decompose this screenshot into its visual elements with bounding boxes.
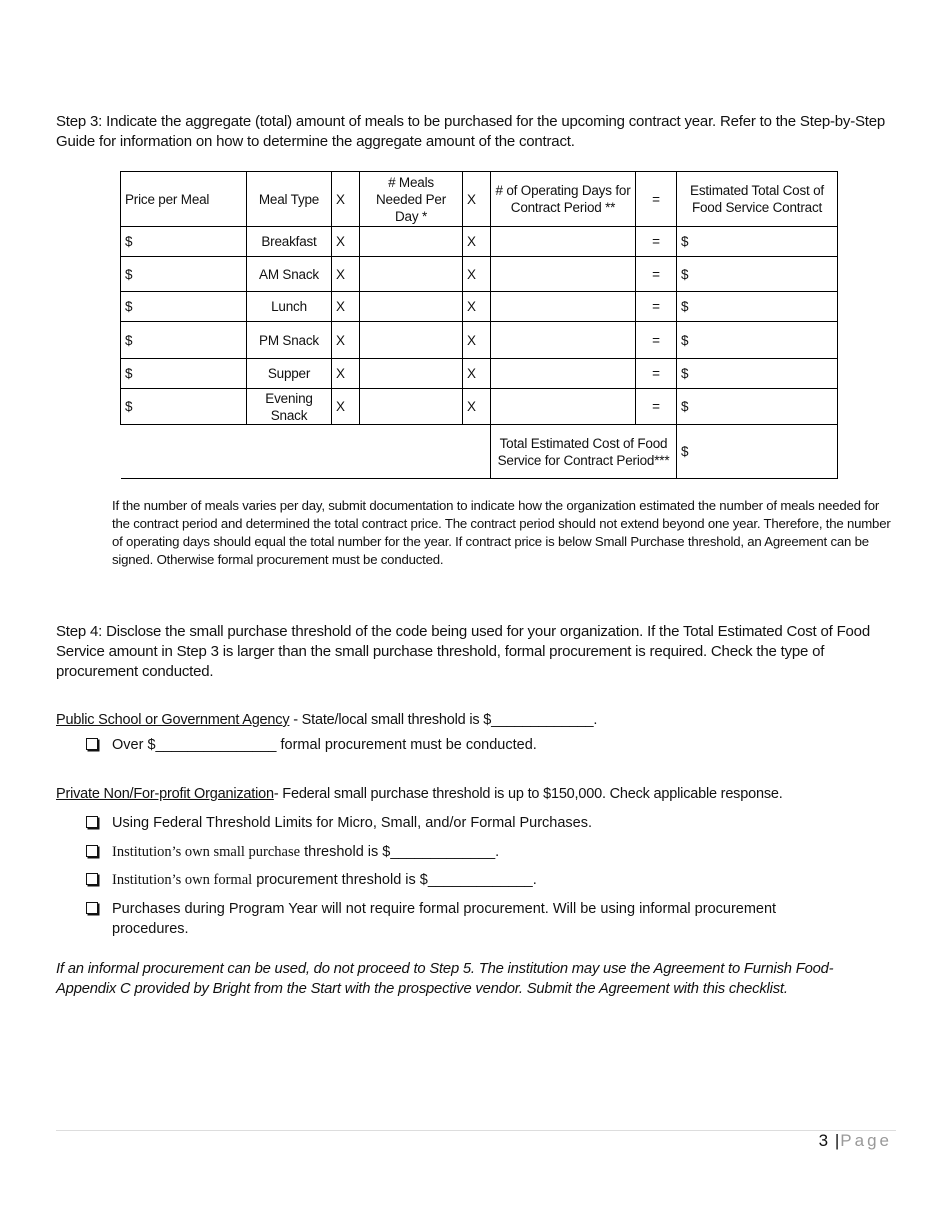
price-field[interactable]: $ [121,389,247,425]
equals-sign: = [636,257,677,292]
blank-cell [121,425,491,479]
table-row [121,389,838,425]
header-estimated-total: Estimated Total Cost of Food Service Contract [677,172,838,227]
equals-sign: = [636,292,677,322]
meal-type: PM Snack [247,322,332,359]
table-note: If the number of meals varies per day, submit documentation to indicate how the organization estimated the number of meals needed for the contract period and determined the total contract price. The contract period should not extend beyond one year. Therefore, the number of operating days should equal the total number for the year. If contract price is below Small Purchase threshold, an Agreement can be signed. Otherwise formal procurement must be conducted. [112,498,891,567]
meal-type: Evening Snack [247,389,332,425]
price-field[interactable]: $ [121,292,247,322]
private-option-own-formal[interactable] [86,870,866,890]
option-label: Using Federal Threshold Limits for Micro, Small, and/or Formal Purchases. [112,815,593,831]
option-label-part: Institution’s own small purchase [112,844,301,860]
total-value-field[interactable]: $ [677,425,838,479]
total-cost-field[interactable]: $ [677,322,838,359]
option-label [112,842,852,862]
table-row [121,359,838,389]
checkbox-icon[interactable] [86,873,98,885]
public-agency-heading: Public School or Government Agency [56,712,290,728]
equals-sign: = [636,322,677,359]
header-operating-days: # of Operating Days for Contract Period ** [491,172,636,227]
meals-per-day-field[interactable] [360,389,463,425]
option-label-part: Institution’s own formal [112,872,253,888]
header-multiply: X [463,172,491,227]
page-number: 3 [818,1131,830,1150]
option-label-part: threshold is $_____________. [300,844,500,860]
header-meals-per-day: # Meals Needed Per Day * [360,172,463,227]
footer-divider [56,1130,896,1131]
checkbox-icon[interactable] [86,738,98,750]
checkbox-icon[interactable] [86,902,98,914]
multiply-sign: X [463,359,491,389]
meal-type: Breakfast [247,227,332,257]
header-multiply: X [332,172,360,227]
operating-days-field[interactable] [491,322,636,359]
meals-per-day-field[interactable] [360,227,463,257]
total-cost-field[interactable]: $ [677,257,838,292]
table-row [121,322,838,359]
header-equals: = [636,172,677,227]
meal-type: Supper [247,359,332,389]
multiply-sign: X [332,227,360,257]
public-agency-line [56,710,886,730]
private-option-federal[interactable] [86,813,866,833]
total-cost-field[interactable]: $ [677,389,838,425]
multiply-sign: X [463,389,491,425]
multiply-sign: X [463,322,491,359]
operating-days-field[interactable] [491,389,636,425]
multiply-sign: X [463,257,491,292]
checkbox-icon[interactable] [86,816,98,828]
total-cost-field[interactable]: $ [677,227,838,257]
price-field[interactable]: $ [121,359,247,389]
closing-note: If an informal procurement can be used, do not proceed to Step 5. The institution may use the Agreement to Furnish Food-Appendix C provided by Bright from the Start with the prospective vendor. Submit the Agreement with this checklist. [56,961,834,997]
option-label: Over $_______________ formal procurement must be conducted. [112,737,537,753]
price-field[interactable]: $ [121,322,247,359]
operating-days-field[interactable] [491,227,636,257]
multiply-sign: X [332,322,360,359]
equals-sign: = [636,389,677,425]
meal-cost-table [120,171,838,479]
multiply-sign: X [332,257,360,292]
equals-sign: = [636,227,677,257]
total-cost-field[interactable]: $ [677,292,838,322]
meals-per-day-field[interactable] [360,292,463,322]
header-price: Price per Meal [121,172,247,227]
meal-type: Lunch [247,292,332,322]
private-threshold-text: - Federal small purchase threshold is up to $150,000. Check applicable response. [273,786,783,802]
multiply-sign: X [332,389,360,425]
header-meal-type: Meal Type [247,172,332,227]
private-org-line [56,784,886,804]
total-label: Total Estimated Cost of Food Service for Contract Period*** [491,425,677,479]
equals-sign: = [636,359,677,389]
checkbox-icon[interactable] [86,845,98,857]
multiply-sign: X [332,359,360,389]
total-row [121,425,838,479]
private-option-informal[interactable] [86,899,866,939]
page-footer [819,1131,892,1151]
meals-per-day-field[interactable] [360,359,463,389]
table-row [121,227,838,257]
step3-instructions: Step 3: Indicate the aggregate (total) amount of meals to be purchased for the upcoming contract year. Refer to the Step-by-Step Guide for information on how to determine the aggregate amount of the contract. [56,113,886,150]
operating-days-field[interactable] [491,257,636,292]
option-label: Purchases during Program Year will not require formal procurement. Will be using informal procurement procedures. [112,901,777,937]
footer-separator: | [834,1131,841,1150]
table-header-row [121,172,838,227]
price-field[interactable]: $ [121,227,247,257]
table-row [121,257,838,292]
public-threshold-text: - State/local small threshold is $_____________. [289,712,598,728]
private-option-own-small[interactable] [86,842,866,862]
multiply-sign: X [463,292,491,322]
multiply-sign: X [463,227,491,257]
operating-days-field[interactable] [491,292,636,322]
meal-type: AM Snack [247,257,332,292]
meals-per-day-field[interactable] [360,257,463,292]
page-label: Page [840,1131,892,1150]
step4-instructions: Step 4: Disclose the small purchase threshold of the code being used for your organization. If the Total Estimated Cost of Food Service amount in Step 3 is larger than the small purchase threshold, formal procurement is required. Check the type of procurement conducted. [56,623,870,680]
option-label [112,870,852,890]
private-org-heading: Private Non/For-profit Organization [56,786,274,802]
table-row [121,292,838,322]
operating-days-field[interactable] [491,359,636,389]
meals-per-day-field[interactable] [360,322,463,359]
total-cost-field[interactable]: $ [677,359,838,389]
multiply-sign: X [332,292,360,322]
public-option-over[interactable] [86,735,866,755]
option-label-part: procurement threshold is $_____________. [252,872,537,888]
price-field[interactable]: $ [121,257,247,292]
